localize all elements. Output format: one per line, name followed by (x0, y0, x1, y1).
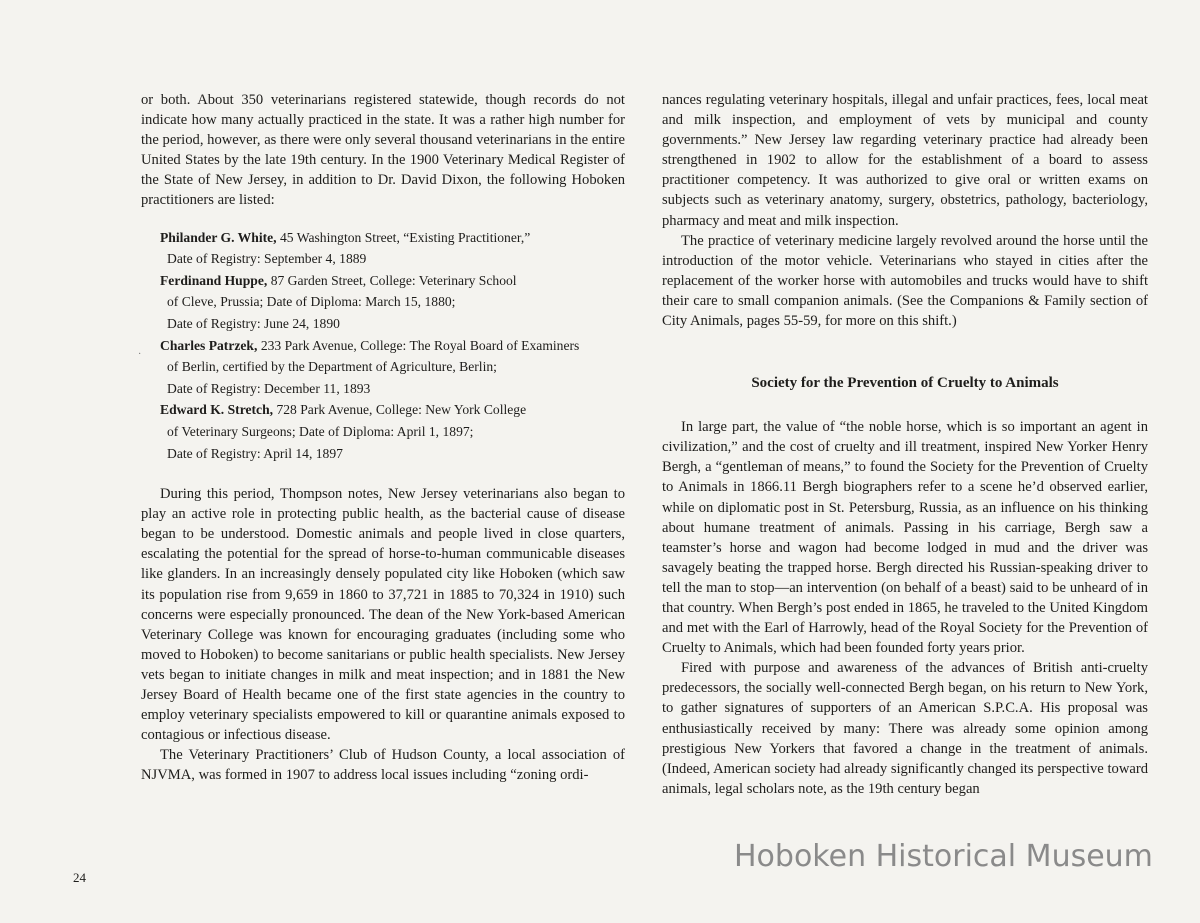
registry-line: 728 Park Avenue, College: New York College (276, 402, 527, 418)
registry-entry (160, 270, 625, 335)
body-paragraph: In large part, the value of “the noble horse, which is so important an agent in civilization,” and the cost of cruelty and ill treatment, inspired New Yorker Henry Bergh, a “gentleman of means,” to found the Society for the Prevention of Cruelty to Animals in 1866.11 Bergh biographers refer to a scene he’d observed earlier, while on diplomatic post in St. Petersburg, Russia, as an influence on his thinking about humane treatment of animals. Passing in his carriage, Bergh saw a teamster’s horse and wagon had become lodged in mud and the driver was savagely beating the trapped horse. Bergh directed his Russian-speaking driver to tell the man to stop—an intervention (on behalf of a beast) said to be unheard of in that country. When Bergh’s post ended in 1865, he traveled to the United Kingdom and met with the Earl of Harrowly, head of the Royal Society for the Prevention of Cruelty to Animals, which had been founded forty years prior. (662, 419, 1148, 657)
registry-line: 233 Park Avenue, College: The Royal Board of Examiners (260, 337, 580, 353)
registry-line: of Berlin, certified by the Department of Agriculture, Berlin; (167, 359, 497, 375)
margin-mark-icon: · (138, 349, 142, 360)
registry-entry (160, 335, 625, 400)
registry-name: Edward K. Stretch, (160, 402, 274, 418)
left-column (141, 90, 625, 786)
body-paragraph: The practice of veterinary medicine largely revolved around the horse until the introduction of the motor vehicle. Veterinarians who stayed in cities after the replacement of the worker horse with automobiles and trucks would have to shift their care to small companion animals. (See the Companions & Family section of City Animals, pages 55-59, for more on this shift.) (662, 232, 1148, 330)
watermark-text: Hoboken Historical Museum (734, 839, 1153, 874)
registry-entry (160, 227, 625, 270)
page-number: 24 (73, 870, 86, 885)
section-heading: Society for the Prevention of Cruelty to Animals (751, 375, 1059, 392)
intro-paragraph: or both. About 350 veterinarians registered statewide, though records do not indicate how many actually practiced in the state. It was a rather high number for the period, however, as there were only several thousand veterinarians in the entire United States by the late 19th century. In the 1900 Veterinary Medical Register of the State of New Jersey, in addition to Dr. David Dixon, the following Hoboken practitioners are listed: (141, 92, 625, 209)
registry-line: of Veterinary Surgeons; Date of Diploma: April 1, 1897; (167, 423, 474, 439)
body-paragraph: Fired with purpose and awareness of the advances of British anti-cruelty predecessors, the socially well-connected Bergh began, on his return to New York, to gather signatures of supporters of an American S.P.C.A. His proposal was enthusiastically received by many: There was already some opinion among prestigious New Yorkers that favored a change in the treatment of animals. (Indeed, American society had already significantly changed its perspective toward animals, legal scholars note, as the 19th century began (662, 660, 1148, 797)
registry-line: Date of Registry: September 4, 1889 (167, 251, 367, 267)
registry-name: Ferdinand Huppe, (160, 272, 268, 288)
body-paragraph: During this period, Thompson notes, New Jersey veterinarians also began to play an active role in protecting public health, as the bacterial cause of disease began to be understood. Domestic animals and people lived in close quarters, escalating the potential for the spread of horse-to-human communicable diseases like glanders. In an increasingly densely populated city like Hoboken (which saw its population rise from 9,659 in 1860 to 37,721 in 1885 to 70,324 in 1910) such concerns were especially pronounced. The dean of the New York-based American Veterinary College was known for encouraging graduates (including some who moved to Hoboken) to become sanitarians or public health specialists. New Jersey vets began to initiate changes in milk and meat inspection; and in 1881 the New Jersey Board of Health became one of the first state agencies in the country to employ veterinary specialists empowered to kill or quarantine animals exposed to contagious or infectious disease. (141, 486, 625, 744)
registry-name: Philander G. White, (160, 229, 277, 245)
registry-line: Date of Registry: June 24, 1890 (167, 315, 340, 331)
right-column (662, 90, 1148, 799)
registry-line: 87 Garden Street, College: Veterinary School (270, 272, 517, 288)
registry-entry (160, 399, 625, 464)
body-paragraph: The Veterinary Practitioners’ Club of Hudson County, a local association of NJVMA, was formed in 1907 to address local issues including “zoning ordi- (141, 747, 625, 784)
registry-line: of Cleve, Prussia; Date of Diploma: March 15, 1880; (167, 294, 456, 310)
registry-line: Date of Registry: December 11, 1893 (167, 380, 371, 396)
practitioner-registry (160, 227, 625, 465)
registry-line: 45 Washington Street, “Existing Practitioner,” (279, 229, 531, 245)
registry-line: Date of Registry: April 14, 1897 (167, 445, 343, 461)
registry-name: Charles Patrzek, (160, 337, 258, 353)
body-paragraph: nances regulating veterinary hospitals, illegal and unfair practices, fees, local meat and milk inspection, and employment of vets by municipal and county governments.” New Jersey law regarding veterinary practice had already been strengthened in 1902 to allow for the establishment of a board to assess practitioner competency. It was authorized to give oral or written exams on subjects such as veterinary anatomy, surgery, obstetrics, pathology, bacteriology, pharmacy and meat and milk inspection. (662, 92, 1148, 229)
